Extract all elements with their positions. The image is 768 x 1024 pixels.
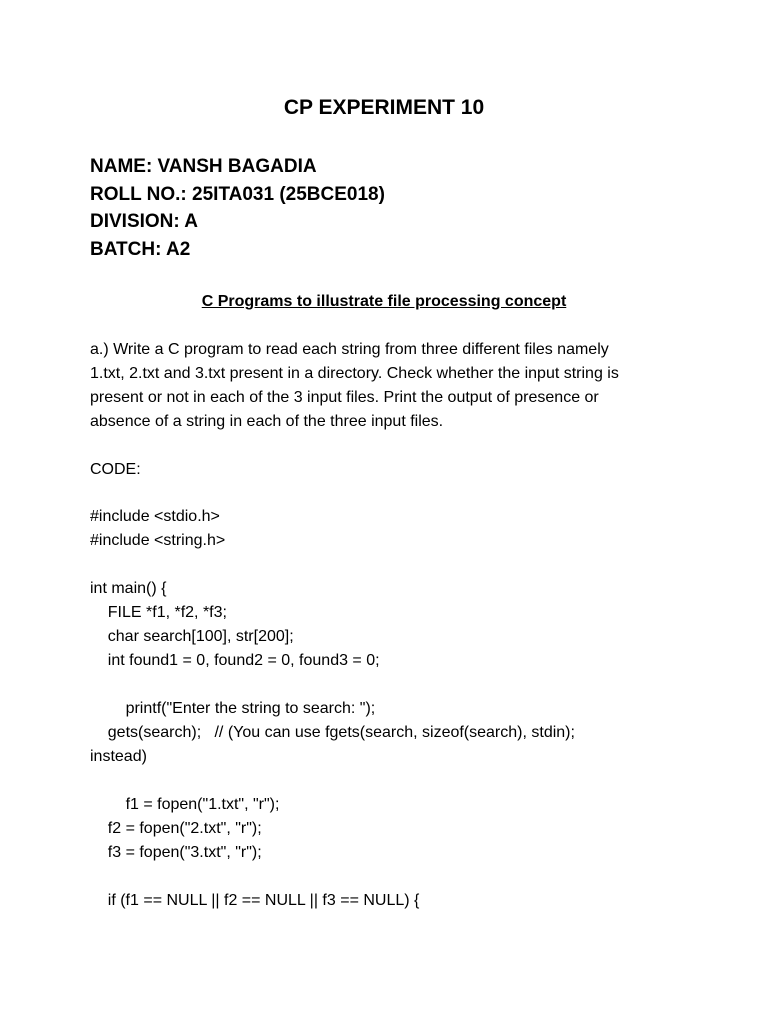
question-line: absence of a string in each of the three input files. <box>90 413 444 430</box>
code-line: FILE *f1, *f2, *f3; <box>90 604 227 621</box>
code-line: #include <stdio.h> <box>90 508 220 525</box>
code-line: gets(search); // (You can use fgets(search, sizeof(search), stdin); <box>90 724 575 741</box>
code-label: CODE: <box>90 461 141 478</box>
code-block <box>90 505 690 913</box>
division: DIVISION: A <box>90 211 199 232</box>
code-line: f3 = fopen("3.txt", "r"); <box>90 844 262 861</box>
code-line: if (f1 == NULL || f2 == NULL || f3 == NULL) { <box>90 892 420 909</box>
code-line: char search[100], str[200]; <box>90 628 294 645</box>
batch: BATCH: A2 <box>90 238 191 260</box>
code-line: instead) <box>90 748 147 765</box>
question-line: a.) Write a C program to read each string from three different files namely <box>90 341 609 358</box>
code-line: f2 = fopen("2.txt", "r"); <box>90 820 262 837</box>
question-paragraph <box>90 338 690 434</box>
roll-number: ROLL NO.: 25ITA031 (25BCE018) <box>90 183 385 205</box>
code-line <box>90 673 690 697</box>
question-line: present or not in each of the 3 input files. Print the output of presence or <box>90 389 599 406</box>
code-line <box>90 769 690 793</box>
code-line: f1 = fopen("1.txt", "r"); <box>90 796 280 813</box>
code-line: printf("Enter the string to search: "); <box>90 700 376 717</box>
section-heading: C Programs to illustrate file processing concept <box>201 293 567 310</box>
student-info <box>90 153 385 263</box>
code-line <box>90 865 690 889</box>
code-line: int found1 = 0, found2 = 0, found3 = 0; <box>90 652 380 669</box>
question-line: 1.txt, 2.txt and 3.txt present in a directory. Check whether the input string is <box>90 365 619 382</box>
code-line <box>90 553 690 577</box>
code-line: int main() { <box>90 580 167 597</box>
code-line: #include <string.h> <box>90 532 226 549</box>
document-title: CP EXPERIMENT 10 <box>283 96 485 119</box>
student-name: NAME: VANSH BAGADIA <box>90 156 317 177</box>
